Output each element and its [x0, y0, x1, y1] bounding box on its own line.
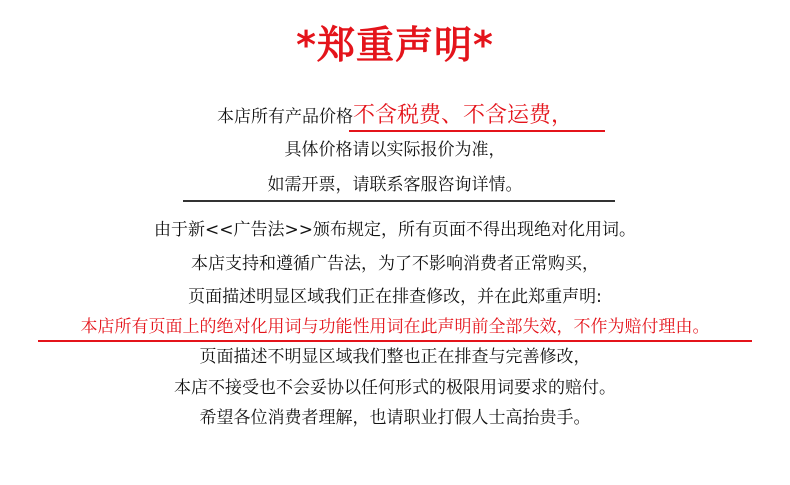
- ad-law-line-2: 本店支持和遵循广告法，为了不影响消费者正常购买，: [191, 254, 599, 274]
- ad-law-line-7: 希望各位消费者理解，也请职业打假人士高抬贵手。: [199, 408, 591, 428]
- ad-law-line-1: 由于新<<广告法>>颁布规定，所有页面不得出现绝对化用词。: [154, 220, 636, 240]
- highlight-underline: [349, 130, 605, 132]
- ad-law-line-6: 本店不接受也不会妥协以任何形式的极限用词要求的赔付。: [174, 378, 616, 398]
- ad-law-line-3: 页面描述明显区域我们正在排查修改，并在此郑重声明:: [188, 287, 602, 307]
- price-notice-lead: 本店所有产品价格: [216, 107, 353, 127]
- redline-underline: [38, 340, 752, 342]
- price-notice-highlight: 不含税费、不含运费，: [352, 103, 573, 128]
- price-notice-line-3: 如需开票，请联系客服咨询详情。: [267, 175, 523, 195]
- ad-law-line-4: 本店所有页面上的绝对化用词与功能性用词在此声明前全部失效，不作为赔付理由。: [80, 317, 710, 337]
- section-divider: [183, 200, 615, 202]
- price-notice-line: [0, 98, 790, 129]
- page-title: *郑重声明*: [296, 23, 494, 67]
- price-notice-line-2: 具体价格请以实际报价为准，: [284, 140, 506, 160]
- ad-law-line-5: 页面描述不明显区域我们整也正在排查与完善修改，: [199, 347, 591, 367]
